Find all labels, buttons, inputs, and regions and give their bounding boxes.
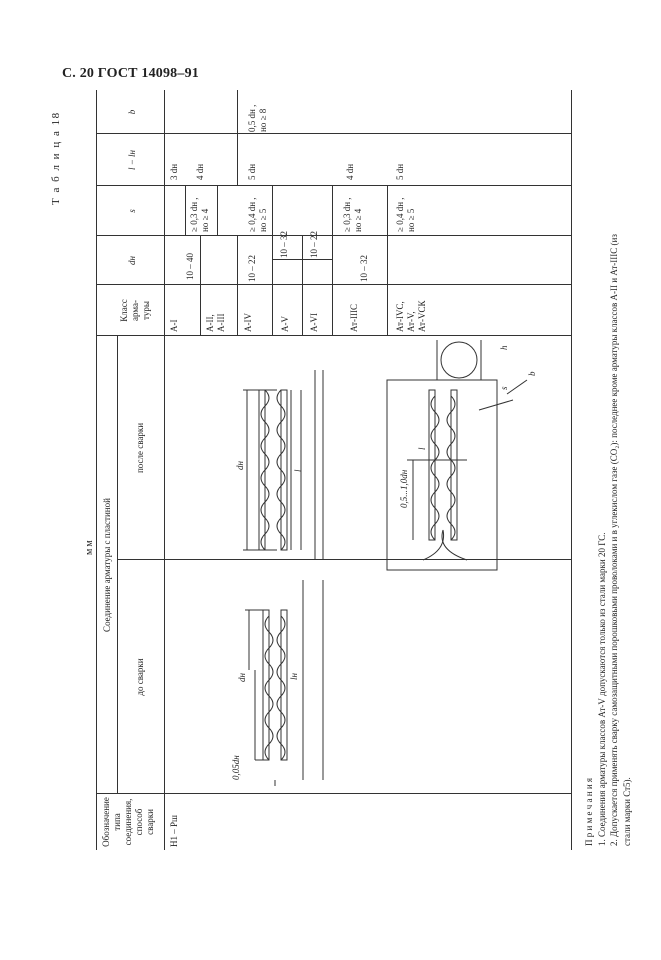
after-welding-header: после сварки [135,422,145,474]
class-cell: А-VI [309,313,319,332]
range-label: 0,5...1,0dн [399,469,409,508]
l-cell: 5 dн [395,163,405,180]
row-separator [272,186,273,336]
row-separator [387,186,388,336]
l-cell: 4 dн [195,163,205,180]
l-cell: 4 dн [345,163,355,180]
l-cell: 5 dн [247,163,257,180]
s-cell: ≥ 0,3 dн , но ≥ 4 [342,197,363,232]
class-cell: А-II, А-III [205,313,226,332]
l-cell: 3 dн [169,163,179,180]
after-welding-drawing-1 [243,370,323,560]
s-cell: ≥ 0,3 dн , но ≥ 4 [189,197,210,232]
s-header: s [127,209,137,213]
dn-label-after: dн [235,461,245,470]
col-divider [97,235,571,236]
unit-label: мм [84,538,95,555]
col-divider [97,133,571,134]
s-label: s [499,386,509,390]
class-cell: Ат-IIIС [349,304,359,332]
page-header: С. 20 ГОСТ 14098–91 [62,66,199,81]
s-cell: ≥ 0,4 dн , но ≥ 5 [247,197,268,232]
b-label: b [527,371,537,376]
type-code: Н1 – Рш [169,815,179,847]
l-label-2: l [417,447,427,450]
header-sub-line [117,336,118,794]
row-separator [185,186,186,236]
class-cell: А-I [169,319,179,332]
b-header: b [127,109,137,115]
ln-label: lн [289,673,299,680]
dn-split [272,259,332,260]
l-header: l − lн [127,149,137,171]
s-cell: ≥ 0,4 dн , но ≥ 5 [395,197,416,232]
designation-header: Обозначение типа соединения, способ сварки [101,797,155,847]
h-label: h [499,345,509,350]
dn-cell: 10 – 40 [185,253,195,280]
weld-drawings [167,338,567,790]
dn-cell: 10 – 22 [247,255,257,282]
row-separator [237,236,238,336]
l-label: l [293,469,303,472]
class-cell: А-V [280,316,290,332]
row-separator [237,90,238,186]
dn-header: dн [127,256,137,265]
row-separator [200,236,201,336]
rotated-table-page [50,90,640,960]
col-divider [97,793,571,794]
row-separator [332,186,333,336]
note-2: 2. Допускается применять сварку самозащитными порошковыми проволоками и в углекислом газе (CO₂): последнее кроме арматуры классов А-II и Ат-IIIС (из [609,234,619,846]
header-bottom-line [164,90,165,850]
notes-title: П р и м е ч а н и я [584,777,594,846]
dn-cell: 10 – 32 [279,231,289,258]
dn-label-before: dн [237,673,247,682]
table-18 [96,90,572,850]
connection-header: Соединение арматуры с пластиной [102,498,112,632]
dn-cell: 10 – 32 [359,255,369,282]
gap-label: 0,05dн [231,755,241,780]
before-welding-drawing [245,580,323,786]
note-2-cont: стали марки Ст5). [621,777,632,846]
col-divider [97,185,571,186]
row-separator [302,236,303,336]
col-divider [97,284,571,285]
row-separator [217,186,218,236]
class-cell: Ат-IVС, Ат-V, Ат-VСК [395,300,427,332]
note-1: 1. Соединения арматуры классов Ат-V допускаются только из стали марки 20 ГС. [596,532,607,846]
notes [583,106,633,846]
table-caption: Т а б л и ц а 18 [50,111,62,205]
class-cell: А-IV [243,313,253,332]
col-divider [97,335,571,336]
b-cell: 0,5 dн , но ≥ 8 [247,104,268,132]
dn-cell: 10 – 22 [309,231,319,258]
before-welding-header: до сварки [135,658,145,696]
class-header: Класс арма- туры [119,299,151,322]
